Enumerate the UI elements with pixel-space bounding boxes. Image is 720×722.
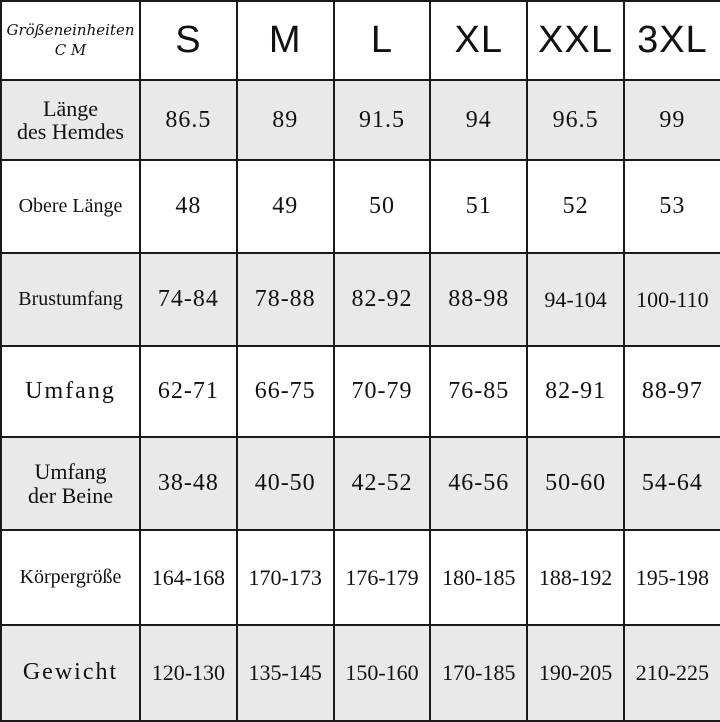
row-label-height: Körpergröße <box>1 530 140 625</box>
row-label-upper-length: Obere Länge <box>1 160 140 253</box>
size-header-3xl: 3XL <box>624 1 720 80</box>
table-cell: 82-91 <box>527 346 624 437</box>
table-cell: 188-192 <box>527 530 624 625</box>
table-cell: 94-104 <box>527 253 624 346</box>
size-header-xxl: XXL <box>527 1 624 80</box>
table-cell: 78-88 <box>237 253 334 346</box>
table-row <box>1 346 720 437</box>
table-cell: 89 <box>237 80 334 160</box>
table-cell: 99 <box>624 80 720 160</box>
table-cell: 190-205 <box>527 625 624 721</box>
table-cell: 164-168 <box>140 530 237 625</box>
table-cell: 135-145 <box>237 625 334 721</box>
table-cell: 195-198 <box>624 530 720 625</box>
table-cell: 52 <box>527 160 624 253</box>
table-cell: 86.5 <box>140 80 237 160</box>
table-cell: 170-185 <box>430 625 527 721</box>
table-cell: 38-48 <box>140 437 237 530</box>
table-cell: 40-50 <box>237 437 334 530</box>
table-cell: 54-64 <box>624 437 720 530</box>
row-label-waist: Umfang <box>1 346 140 437</box>
size-header-s: S <box>140 1 237 80</box>
table-cell: 150-160 <box>334 625 431 721</box>
table-cell: 180-185 <box>430 530 527 625</box>
table-cell: 74-84 <box>140 253 237 346</box>
table-cell: 49 <box>237 160 334 253</box>
table-cell: 96.5 <box>527 80 624 160</box>
table-row <box>1 437 720 530</box>
size-header-xl: XL <box>430 1 527 80</box>
table-row <box>1 253 720 346</box>
table-cell: 66-75 <box>237 346 334 437</box>
row-label-weight: Gewicht <box>1 625 140 721</box>
table-cell: 53 <box>624 160 720 253</box>
table-cell: 76-85 <box>430 346 527 437</box>
table-row <box>1 530 720 625</box>
table-cell: 91.5 <box>334 80 431 160</box>
table-cell: 176-179 <box>334 530 431 625</box>
table-row <box>1 160 720 253</box>
table-cell: 48 <box>140 160 237 253</box>
table-row <box>1 80 720 160</box>
table-cell: 50 <box>334 160 431 253</box>
header-row <box>1 1 720 80</box>
size-header-m: M <box>237 1 334 80</box>
row-label-chest: Brustumfang <box>1 253 140 346</box>
table-cell: 46-56 <box>430 437 527 530</box>
table-cell: 88-98 <box>430 253 527 346</box>
table-cell: 120-130 <box>140 625 237 721</box>
table-cell: 100-110 <box>624 253 720 346</box>
table-cell: 210-225 <box>624 625 720 721</box>
table-cell: 62-71 <box>140 346 237 437</box>
table-cell: 170-173 <box>237 530 334 625</box>
table-cell: 51 <box>430 160 527 253</box>
unit-header-cell <box>1 1 140 80</box>
table-cell: 82-92 <box>334 253 431 346</box>
table-cell: 50-60 <box>527 437 624 530</box>
row-label-shirt-length: Länge des Hemdes <box>1 80 140 160</box>
size-header-l: L <box>334 1 431 80</box>
table-cell: 70-79 <box>334 346 431 437</box>
table-cell: 42-52 <box>334 437 431 530</box>
unit-value: C M <box>54 40 87 59</box>
table-cell: 94 <box>430 80 527 160</box>
table-row <box>1 625 720 721</box>
table-cell: 88-97 <box>624 346 720 437</box>
row-label-leg-circumference: Umfang der Beine <box>1 437 140 530</box>
unit-label: Größeneinheiten <box>6 21 135 39</box>
